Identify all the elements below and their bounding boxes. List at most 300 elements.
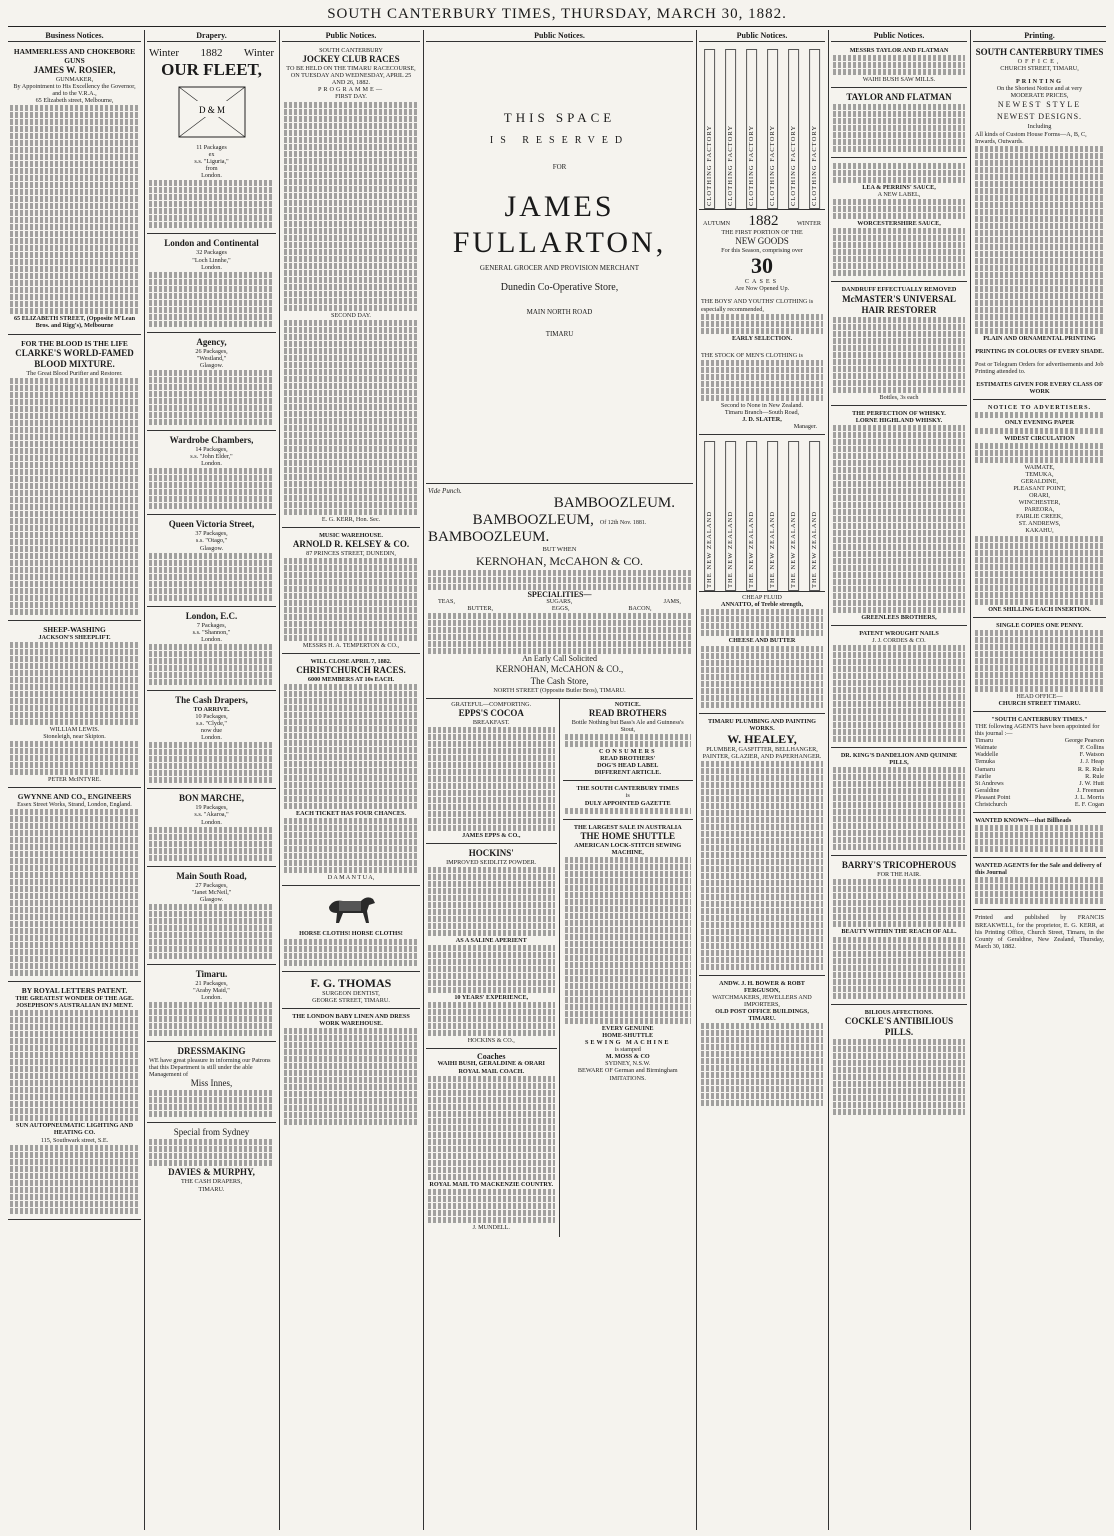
place-item: GERALDINE, — [1021, 477, 1058, 485]
place-item: WINCHESTER, — [1018, 499, 1061, 507]
winter-left: Winter — [149, 47, 180, 59]
vertical-label: CLOTHING FACTORY — [809, 49, 820, 209]
advert-line: THE BOYS' AND YOUTHS' CLOTHING is especially recommended, — [701, 298, 814, 313]
lower-left-column — [426, 699, 560, 1237]
advert-body — [701, 314, 823, 334]
shipment-ship: s.s. "Shannon," — [192, 628, 231, 636]
epps-advert — [426, 699, 557, 844]
column-public-notices-3 — [699, 30, 825, 1530]
advert-body — [149, 904, 274, 959]
shipment-packages: 19 Packages, — [195, 804, 228, 812]
agent-town: Pleasant Point — [975, 793, 1011, 801]
advert-body — [833, 228, 965, 276]
advert-line: DULY APPOINTED GAZETTE — [584, 799, 671, 807]
shipment-from: from — [205, 165, 218, 173]
season-row — [701, 212, 823, 229]
day-heading: FIRST DAY. — [335, 93, 367, 101]
shipment-packages: 27 Packages, — [195, 881, 228, 889]
advert-body — [701, 360, 823, 401]
advert-name: McMASTER'S UNIVERSAL HAIR RESTORER — [842, 293, 956, 315]
advert-body — [833, 317, 965, 393]
masthead: SOUTH CANTERBURY TIMES, THURSDAY, MARCH 30, 1882. — [327, 6, 787, 22]
advert-members: 6000 MEMBERS AT 10s EACH. — [307, 676, 395, 684]
column-heading: Public Notices. — [282, 30, 420, 42]
advert-tickets: EACH TICKET HAS FOUR CHANCES. — [296, 810, 406, 818]
cockle-advert — [831, 1007, 967, 1120]
read-brothers-advert — [563, 699, 694, 782]
advert-sub: AMERICAN LOCK-STITCH SEWING MACHINE, — [574, 841, 682, 856]
column-business-notices — [8, 30, 141, 1530]
imprint: Printed and published by FRANCIS BREAKWELL, for the proprietor, E. G. KERR, at his Printing Office, Church Street, Timaru, in the County of Geraldine, New Zealand, Thursday, March 30, 1882. — [975, 914, 1104, 950]
advert-line: Bottles, 3s each — [879, 393, 919, 401]
advert-name: EPPS'S COCOA — [458, 707, 524, 718]
advert-line: PRINTING — [1016, 78, 1063, 86]
taylor-advert-2 — [831, 90, 967, 158]
advert-body — [975, 630, 1104, 692]
column-drapery — [147, 30, 276, 1530]
advert-title: MUSIC WAREHOUSE. — [319, 531, 383, 539]
kings-pills-advert — [831, 750, 967, 856]
agent-row — [975, 773, 1104, 780]
advert-body — [833, 1039, 965, 1115]
early-call: An Early Call Solicited — [522, 654, 597, 664]
agent-town: Temuka — [975, 758, 995, 766]
advert-signature: J. MUNDELL. — [472, 1223, 510, 1231]
advert-line: ESTIMATES GIVEN FOR EVERY CLASS OF WORK — [976, 381, 1103, 396]
advert-line: HOME-SHUTTLE — [602, 1031, 654, 1039]
speciality-item: JAMS, — [663, 598, 681, 606]
column-divider — [144, 30, 145, 1530]
advert-body — [428, 570, 691, 590]
agent-row — [975, 766, 1104, 773]
advert-sub: BREAKFAST. — [472, 718, 510, 726]
agents-table — [975, 737, 1104, 808]
season-year: 1882 — [748, 213, 779, 229]
advert-line: HEAD OFFICE— — [1016, 692, 1063, 700]
advert-signature: WILLIAM LEWIS. — [49, 725, 100, 733]
advert-line: CASES — [744, 278, 780, 286]
shipment-packages: 14 Packages, — [195, 446, 228, 454]
advert-body — [10, 105, 139, 314]
shipment-port: London. — [201, 734, 222, 742]
advert-title: DRESSMAKING — [177, 1046, 246, 1057]
advert-line: 10 YEARS' EXPERIENCE, — [454, 994, 529, 1002]
advert-line: The Great Blood Purifier and Restorer. — [26, 369, 123, 377]
vertical-label: CLOTHING FACTORY — [788, 49, 799, 209]
shipment-ship: "Araby Maid," — [193, 987, 230, 994]
column-printing — [973, 30, 1106, 1530]
advert-body — [428, 1002, 555, 1036]
sweep-advert — [282, 656, 420, 886]
vertical-label: THE NEW ZEALAND — [746, 441, 757, 591]
advert-body — [10, 642, 139, 725]
advert-line: All kinds of Custom House Forms—A, B, C, Inwards, Outwards. — [975, 130, 1087, 145]
bamboozleum-1: BAMBOOZLEUM. — [553, 495, 675, 512]
clothing-factory-banner — [699, 45, 825, 210]
agent-name: J. Freeman — [1076, 786, 1104, 794]
advert-body — [284, 102, 418, 311]
advert-name: GWYNNE AND CO., ENGINEERS — [17, 792, 132, 802]
agent-row — [975, 744, 1104, 751]
vertical-label: CLOTHING FACTORY — [704, 49, 715, 209]
shipment-title: London, E.C. — [185, 610, 238, 621]
advert-line: THE LARGEST SALE IN AUSTRALIA — [573, 823, 682, 831]
advert-address: 115, Southwark street, S.E. — [40, 1136, 109, 1144]
shipment-title: The Cash Drapers, — [175, 694, 248, 705]
advert-body — [833, 199, 965, 219]
advert-line: Bottle Nothing but Bass's Ale and Guinness's Stout, — [571, 718, 684, 733]
shipment-now-due: now due — [200, 727, 223, 735]
reserved-advert — [426, 45, 693, 484]
agent-town: Waddelle — [975, 751, 999, 759]
advert-body — [284, 818, 418, 873]
advert-body — [428, 867, 555, 936]
advert-body — [149, 742, 274, 783]
advert-line: NEWEST STYLE — [997, 100, 1082, 110]
advert-body — [975, 825, 1104, 852]
healey-advert — [699, 716, 825, 976]
advert-sub: IMPROVED SEIDLITZ POWDER. — [446, 858, 537, 866]
advert-head: CHEAP FLUID — [742, 594, 782, 602]
advert-name: ANDW. J. H. BOWER & ROBT FERGUSON, — [719, 979, 805, 994]
advert-body — [149, 827, 274, 861]
rosier-advert — [8, 45, 141, 335]
shipment-title: Wardrobe Chambers, — [169, 435, 254, 446]
slater-advert — [699, 210, 825, 435]
agent-row — [975, 780, 1104, 787]
column-heading: Drapery. — [147, 30, 276, 42]
advert-name: CHRISTCHURCH RACES. — [296, 665, 406, 676]
advert-title: "SOUTH CANTERBURY TIMES." — [991, 715, 1088, 723]
shipment-block — [147, 869, 276, 965]
column-heading: Printing. — [973, 30, 1106, 42]
place-item: ORARI, — [1029, 491, 1050, 499]
advert-body — [565, 857, 692, 1024]
winter-row — [149, 47, 274, 60]
advert-body — [149, 1090, 274, 1117]
advert-title: Coaches — [477, 1052, 506, 1062]
advert-line: EVERY GENUINE — [601, 1024, 654, 1032]
advert-address: GEORGE STREET, TIMARU. — [312, 996, 390, 1004]
advert-sub: FOR THE HAIR. — [877, 871, 921, 879]
shipment-ship: "Janet McNeil," — [191, 888, 232, 896]
advert-sub: THE CASH DRAPERS, — [180, 1178, 243, 1186]
advert-body — [149, 1139, 274, 1166]
agent-row — [975, 801, 1104, 808]
gazette-advert — [563, 783, 694, 819]
wanted-notice — [973, 815, 1106, 858]
advert-name: J. J. CORDES & CO. — [872, 637, 926, 645]
advert-line: NEWEST DESIGNS. — [996, 112, 1083, 122]
kernohan-name-2: KERNOHAN, McCAHON & CO., — [495, 663, 624, 674]
advert-body — [149, 272, 274, 327]
store-address: NORTH STREET (Opposite Butler Bros), TIMARU. — [493, 686, 626, 694]
advert-line: MODERATE PRICES, — [1010, 92, 1069, 100]
advert-sub: GUNMAKER, — [55, 76, 94, 83]
column-divider — [423, 30, 424, 1530]
specialities-heading: SPECIALITIES— — [527, 590, 592, 600]
advert-line: BEWARE OF German and Birmingham IMITATIONS. — [577, 1067, 678, 1082]
advert-body — [565, 734, 692, 747]
advert-line: WORCESTERSHIRE SAUCE, — [857, 220, 941, 228]
agent-name: F. Collins — [1080, 744, 1104, 752]
advert-name: WAIHI BUSH, GERALDINE & ORARI ROYAL MAIL COACH. — [437, 1060, 545, 1075]
winter-advert — [147, 45, 276, 234]
nails-advert — [831, 628, 967, 748]
shipment-port: London. — [201, 635, 222, 643]
advert-title: NOTICE TO ADVERTISERS. — [987, 404, 1092, 412]
annatto-advert — [699, 592, 825, 713]
advert-title: HORSE CLOTHS! HORSE CLOTHS! — [299, 930, 403, 938]
advert-line: WIDEST CIRCULATION — [1004, 434, 1075, 442]
advert-body — [701, 646, 823, 708]
column-heading: Public Notices. — [426, 30, 693, 42]
agent-row — [975, 787, 1104, 794]
advert-body — [10, 1010, 139, 1121]
winter-year: 1882 — [200, 47, 223, 59]
advert-title: HAMMERLESS AND CHOKEBORE GUNS — [13, 47, 136, 65]
advert-body — [284, 558, 418, 641]
shipment-block — [147, 335, 276, 431]
shipment-port: Glasgow. — [199, 544, 224, 552]
agent-name: George Pearson — [1064, 737, 1104, 745]
advert-line: SEWING MACHINE — [584, 1039, 671, 1047]
column-divider — [696, 30, 697, 1530]
shipment-packages: 26 Packages, — [195, 347, 228, 355]
advert-body — [10, 741, 139, 775]
column-public-notices-1 — [282, 30, 420, 1530]
store-road: MAIN NORTH ROAD — [526, 308, 593, 316]
store-name: Dunedin Co-Operative Store, — [500, 282, 619, 293]
reserved-line-1: THIS SPACE — [503, 110, 616, 125]
advert-title: Special from Sydney — [173, 1127, 250, 1138]
advert-body — [565, 808, 692, 814]
masthead-rule — [8, 26, 1106, 27]
advert-body — [428, 945, 555, 993]
season-winter: WINTER — [796, 220, 821, 227]
shipment-packages: 21 Packages, — [195, 979, 228, 987]
bower-advert — [699, 978, 825, 1112]
advert-name: JOCKEY CLUB RACES — [302, 54, 400, 65]
agent-row — [975, 758, 1104, 765]
advert-line: Are Now Opened Up. — [734, 285, 790, 293]
advert-agents: MESSRS H. A. TEMPERTON & CO., — [302, 641, 400, 649]
advert-name: Miss Innes, — [190, 1078, 233, 1089]
advert-name: JACKSON'S SHEEPLIFT. — [38, 633, 111, 641]
advert-sub: TO BE HELD ON THE TIMARU RACECOURSE, — [286, 65, 416, 73]
vertical-label: CLOTHING FACTORY — [746, 49, 757, 209]
advert-line: ONLY EVENING PAPER — [1004, 419, 1075, 427]
advert-body — [149, 644, 274, 685]
new-zealand-banner — [699, 437, 825, 592]
place-item: ST. ANDREWS, — [1018, 520, 1061, 528]
advert-name: TAYLOR AND FLATMAN — [846, 92, 952, 103]
advertisers-notice — [973, 402, 1106, 617]
advert-address: 87 PRINCES STREET, DUNEDIN, — [306, 549, 396, 557]
advert-body — [975, 146, 1104, 334]
advert-name: NEW GOODS — [735, 236, 789, 247]
advert-dates: ON TUESDAY AND WEDNESDAY, APRIL 25 AND 26, 1882. — [290, 72, 412, 87]
advert-name: MESSRS TAYLOR AND FLATMAN — [849, 47, 949, 54]
shipment-ship: s.s. "John Elder," — [190, 453, 233, 461]
shipment-block — [147, 791, 276, 866]
advert-name: DAVIES & MURPHY, — [168, 1167, 255, 1178]
advert-title: NOTICE. — [614, 700, 641, 708]
advert-name: THE HOME SHUTTLE — [580, 830, 676, 841]
advert-line: Essex Street Works, Strand, London, England. — [17, 801, 132, 809]
advert-title: BY ROYAL LETTERS PATENT. — [21, 986, 128, 996]
agent-town: St Andrews — [975, 779, 1004, 787]
shipment-ship: "Loch Linnhe," — [192, 256, 231, 264]
dentist-advert — [282, 974, 420, 1009]
advert-body — [701, 609, 823, 636]
agent-town: Oamaru — [975, 765, 995, 773]
advert-body — [428, 613, 691, 654]
agent-town: Timaru — [975, 737, 993, 745]
speciality-item: SUGARS, — [546, 598, 573, 606]
kernohan-advert — [426, 484, 693, 699]
advert-body — [149, 180, 274, 228]
advert-line: A NEW LABEL, — [877, 191, 921, 199]
advert-line: EARLY SELECTION. — [731, 334, 793, 342]
advert-body — [833, 55, 965, 75]
advert-body — [428, 1076, 555, 1180]
advert-line: SYDNEY, N.S.W. — [605, 1060, 651, 1068]
advert-signature: PETER McINTYRE. — [48, 775, 101, 783]
column-divider — [970, 30, 971, 1530]
advert-line: READ BROTHERS' — [600, 755, 656, 763]
advert-body — [284, 939, 418, 966]
advert-title: SINGLE COPIES ONE PENNY. — [996, 621, 1083, 629]
advert-body — [149, 553, 274, 601]
reserved-line-3: FOR — [552, 163, 567, 171]
shipment-block — [147, 517, 276, 606]
sheeplift-advert — [8, 623, 141, 788]
advert-close: WILL CLOSE APRIL 7, 1882. — [310, 658, 392, 666]
vertical-label: CLOTHING FACTORY — [767, 49, 778, 209]
advert-line: ONE SHILLING EACH INSERTION. — [988, 605, 1091, 613]
music-advert — [282, 530, 420, 654]
advert-place: Stoneleigh, near Skipton. — [43, 732, 106, 740]
shipment-packages: 10 Packages, — [195, 712, 228, 720]
vertical-label: THE NEW ZEALAND — [809, 441, 820, 591]
advert-line: For this Season, comprising over — [721, 247, 803, 255]
advert-signature: E. G. KERR, Hon. Sec. — [321, 515, 381, 523]
advert-body — [833, 937, 965, 999]
advert-name: THE GREATEST WONDER OF THE AGE. — [15, 995, 134, 1003]
advert-body — [149, 370, 274, 425]
shipment-title: Agency, — [196, 336, 227, 347]
jockey-club-advert — [282, 45, 420, 528]
advert-address: 65 ELIZABETH STREET, (Opposite M'Lean Bros. and Rigg's), Melbourne — [13, 315, 136, 330]
shipment-port: Glasgow. — [199, 361, 224, 369]
advert-address: OLD POST OFFICE BUILDINGS, TIMARU. — [715, 1008, 809, 1023]
agent-row — [975, 794, 1104, 801]
advert-signature: D A M A N T U A, — [327, 874, 375, 882]
advert-name: ANNATTO, of Treble strength, — [721, 601, 803, 609]
advert-sub: PLUMBER, GASFITTER, BELLHANGER, PAINTER, GLAZIER, AND PAPERHANGER. — [702, 745, 822, 760]
advert-name: READ BROTHERS — [588, 707, 667, 718]
column-public-notices-4 — [831, 30, 967, 1530]
advert-line: BILIOUS AFFECTIONS. — [864, 1008, 934, 1016]
shipment-ship: s.s. "Akaroa," — [194, 811, 229, 819]
cash-store: The Cash Store, — [530, 675, 589, 686]
agent-town: Geraldine — [975, 786, 1000, 794]
shipment-title: Queen Victoria Street, — [168, 519, 255, 530]
column-divider — [828, 30, 829, 1530]
advert-title: THE PERFECTION OF WHISKY. — [852, 409, 946, 417]
agent-name: J. L. Morris — [1074, 793, 1104, 801]
advert-body — [149, 468, 274, 509]
shipment-block — [147, 236, 276, 332]
advert-line: Second to None in New Zealand. — [720, 401, 804, 409]
advert-body — [975, 536, 1104, 605]
shipment-packages: 7 Packages, — [196, 621, 227, 629]
whisky-advert — [831, 408, 967, 626]
vertical-label: THE NEW ZEALAND — [767, 441, 778, 591]
specialities-row — [428, 598, 691, 605]
advert-line: DIFFERENT ARTICLE. — [594, 769, 661, 777]
advert-sub: WAIHI BUSH SAW MILLS. — [862, 76, 936, 84]
advert-body — [975, 443, 1104, 463]
shipment-packages: 11 Packages — [196, 144, 227, 151]
shipment-port: London. — [201, 263, 222, 271]
advert-name: HOCKINS' — [468, 847, 514, 858]
advert-name: ROYAL MAIL TO MACKENZIE COUNTRY. — [429, 1180, 554, 1188]
case-count: 30 — [751, 253, 773, 279]
advert-name: THE SOUTH CANTERBURY TIMES — [576, 785, 679, 793]
shipment-port: London. — [201, 994, 222, 1002]
advert-name: LORNE HIGHLAND WHISKY. — [855, 416, 943, 424]
dam-flag-icon — [175, 83, 249, 141]
column-divider — [279, 30, 280, 1530]
advert-line: THE STOCK OF MEN'S CLOTHING is — [701, 351, 803, 359]
vertical-label: THE NEW ZEALAND — [725, 441, 736, 591]
shipment-block — [147, 433, 276, 515]
lea-perrins-advert — [831, 160, 967, 282]
shipment-ship: s.s. "Otago," — [195, 537, 228, 545]
advert-name: F. G. THOMAS — [310, 975, 392, 990]
advert-sub: OFFICE, — [1017, 58, 1062, 65]
advert-body — [833, 163, 965, 183]
advert-title: WANTED KNOWN—that Billheads — [975, 817, 1072, 825]
advert-body — [10, 378, 139, 615]
shipment-ship: s.s. "Clyde," — [196, 720, 227, 728]
shipment-arrive: TO ARRIVE. — [193, 705, 230, 713]
speciality-item: EGGS, — [551, 605, 570, 613]
but-when: BUT WHEN — [542, 546, 577, 554]
season-autumn: AUTUMN — [703, 220, 731, 227]
shipment-block — [147, 967, 276, 1042]
horse-icon — [321, 893, 381, 927]
agent-name: R. Rule — [1085, 772, 1104, 780]
sydney-advert — [147, 1125, 276, 1196]
gwynne-advert — [8, 790, 141, 982]
reserved-line-2: IS RESERVED — [489, 135, 630, 146]
place-item: FAIRLIE CREEK, — [1016, 513, 1063, 521]
advert-body — [833, 767, 965, 850]
dam-flag-label: D & M — [198, 105, 225, 115]
place-item: WAIMATE, — [1024, 463, 1055, 471]
shipment-title: Timaru. — [195, 968, 228, 979]
advert-sub: WATCHMAKERS, JEWELLERS AND IMPORTERS, — [712, 994, 812, 1009]
fullarton-name: JAMES FULLARTON, — [452, 190, 667, 259]
agent-name: F. Watson — [1079, 751, 1104, 759]
advert-name: LEA & PERRINS' SAUCE, — [862, 184, 936, 192]
shipment-title: Main South Road, — [176, 870, 247, 881]
advert-title: FOR THE BLOOD IS THE LIFE — [21, 338, 128, 348]
advert-title: DANDRUFF EFFECTUALLY REMOVED — [841, 286, 957, 294]
